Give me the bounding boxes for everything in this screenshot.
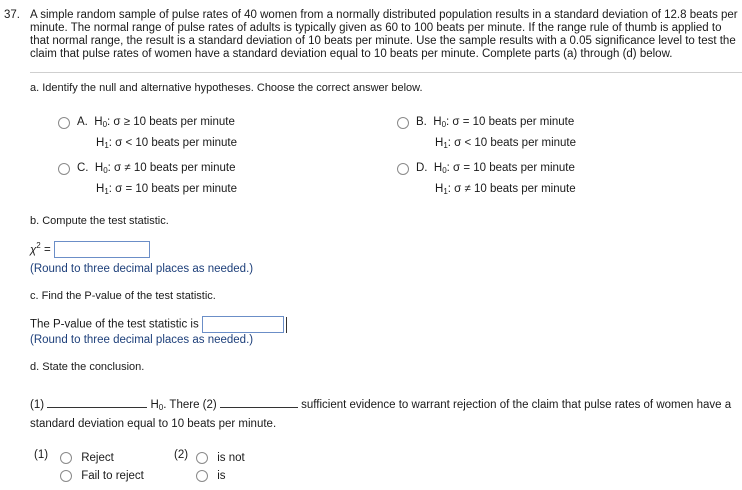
group-1-option-reject[interactable] bbox=[60, 449, 144, 467]
option-d[interactable] bbox=[397, 163, 409, 175]
option-c-h0: : σ ≠ 10 beats per minute bbox=[107, 162, 236, 174]
option-c-radio[interactable] bbox=[58, 163, 70, 175]
h0-symbol: H bbox=[150, 399, 159, 411]
option-b-h0: : σ = 10 beats per minute bbox=[446, 116, 575, 128]
blank-1-dropdown[interactable] bbox=[47, 399, 147, 408]
there-text: . There (2) bbox=[163, 399, 217, 411]
option-b-content: B. $H_0$: σ = 10 beats per minute $H_1$: σ < 10 beats per minute bbox=[416, 113, 576, 155]
reject-label: Reject bbox=[81, 452, 114, 464]
group-1-option-fail-to-reject[interactable] bbox=[60, 467, 144, 485]
h0-sub: 0 bbox=[158, 403, 164, 412]
part-d-prompt: d. State the conclusion. bbox=[30, 361, 145, 373]
part-c-hint: (Round to three decimal places as needed.) bbox=[30, 334, 254, 346]
group-1-options bbox=[60, 449, 144, 485]
chi-square-row bbox=[30, 241, 150, 258]
fail-to-reject-label: Fail to reject bbox=[81, 470, 144, 482]
option-a[interactable] bbox=[58, 117, 70, 129]
option-b-letter: B. bbox=[416, 116, 427, 128]
question-text: A simple random sample of pulse rates of 40 women from a normally distributed population results in a standard deviation of 12.8 beats per minute. The normal range of pulse rates of adults is typically given as 60 to 100 beats per minute. If the range rule of thumb is applied to that normal range, the result is a standard deviation of 10 beats per minute. Use the sample results with a 0.05 significance level to test the claim that pulse rates of women have a standard deviation equal to 10 beats per minute. Complete parts (a) through (d) below. bbox=[30, 9, 738, 60]
reject-radio[interactable] bbox=[60, 452, 72, 464]
cursor-bar bbox=[286, 317, 287, 333]
option-c-letter: C. bbox=[77, 162, 89, 174]
group-2-option-is-not[interactable] bbox=[196, 449, 245, 467]
sentence-end: standard deviation equal to 10 beats per minute. bbox=[30, 418, 277, 430]
option-b[interactable] bbox=[397, 117, 409, 129]
chi-symbol: χ bbox=[30, 243, 37, 256]
pvalue-row bbox=[30, 316, 287, 333]
chi-square-input[interactable] bbox=[54, 241, 150, 258]
is-label: is bbox=[217, 470, 226, 482]
option-c-content: C. $H_0$: σ ≠ 10 beats per minute $H_1$: σ = 10 beats per minute bbox=[77, 159, 237, 201]
group-2-option-is[interactable] bbox=[196, 467, 245, 485]
blank-1-label: (1) bbox=[30, 399, 45, 411]
part-b-hint: (Round to three decimal places as needed.) bbox=[30, 263, 254, 275]
part-a-prompt: a. Identify the null and alternative hypotheses. Choose the correct answer below. bbox=[30, 82, 423, 94]
option-d-h1: : σ ≠ 10 beats per minute bbox=[447, 183, 576, 195]
option-b-radio[interactable] bbox=[397, 117, 409, 129]
divider bbox=[30, 72, 742, 73]
option-a-h0: : σ ≥ 10 beats per minute bbox=[107, 116, 235, 128]
option-d-content: D. $H_0$: σ = 10 beats per minute $H_1$: σ ≠ 10 beats per minute bbox=[416, 159, 576, 201]
option-d-radio[interactable] bbox=[397, 163, 409, 175]
option-a-letter: A. bbox=[77, 116, 88, 128]
fail-to-reject-radio[interactable] bbox=[60, 470, 72, 482]
option-a-h1: : σ < 10 beats per minute bbox=[108, 137, 238, 149]
option-d-h0: : σ = 10 beats per minute bbox=[446, 162, 575, 174]
option-a-content: A. $H_0$: σ ≥ 10 beats per minute $H_1$: σ < 10 beats per minute bbox=[77, 113, 237, 155]
pvalue-input[interactable] bbox=[202, 316, 284, 333]
chi-exponent: 2 bbox=[36, 241, 41, 250]
option-c[interactable] bbox=[58, 163, 70, 175]
is-not-radio[interactable] bbox=[196, 452, 208, 464]
question-number: 37. bbox=[4, 9, 20, 21]
part-c-prompt: c. Find the P-value of the test statistic. bbox=[30, 290, 216, 302]
option-b-h1: : σ < 10 beats per minute bbox=[447, 137, 577, 149]
conclusion-sentence bbox=[30, 399, 731, 412]
group-2-label: (2) bbox=[174, 449, 189, 461]
option-d-letter: D. bbox=[416, 162, 428, 174]
option-c-h1: : σ = 10 beats per minute bbox=[108, 183, 238, 195]
group-1-label: (1) bbox=[34, 449, 49, 461]
sentence-rest: sufficient evidence to warrant rejection of the claim that pulse rates of women have a bbox=[301, 399, 732, 411]
is-not-label: is not bbox=[217, 452, 245, 464]
option-a-radio[interactable] bbox=[58, 117, 70, 129]
part-b-prompt: b. Compute the test statistic. bbox=[30, 215, 169, 227]
chi-equals: = bbox=[43, 243, 51, 256]
group-2-options bbox=[196, 449, 245, 485]
pvalue-label: The P-value of the test statistic is bbox=[30, 318, 199, 331]
is-radio[interactable] bbox=[196, 470, 208, 482]
blank-2-dropdown[interactable] bbox=[220, 399, 298, 408]
